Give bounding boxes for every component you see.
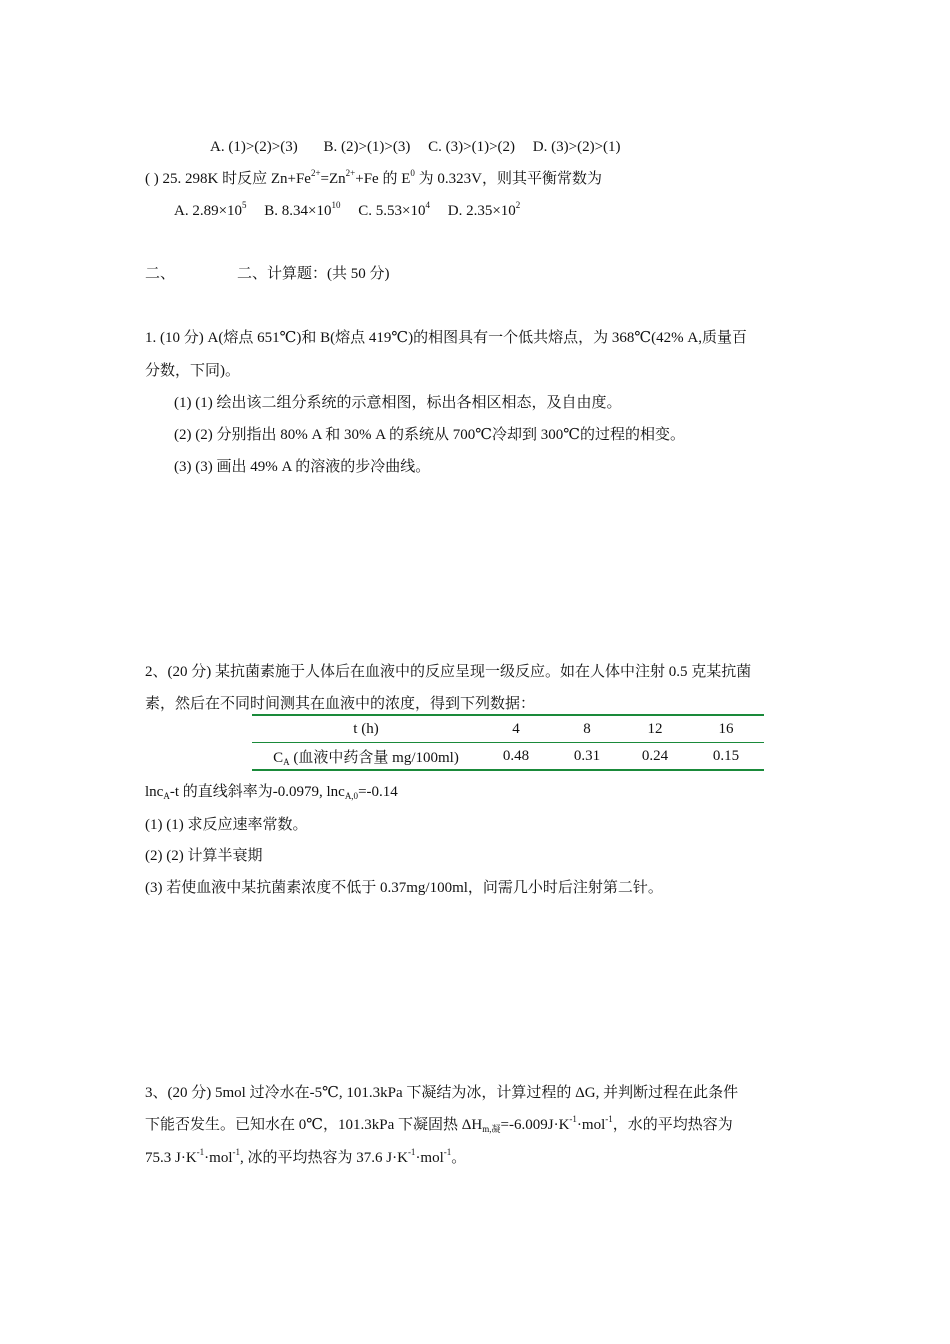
problem-1-line-2: 分数，下同)。 — [145, 363, 240, 379]
problem-2-q1: (1) (1) 求反应速率常数。 — [145, 817, 308, 833]
table-cell: 0.24 — [622, 743, 688, 771]
section-number: 二、 — [145, 266, 176, 282]
problem-2-line-1: 2、(20 分) 某抗菌素施于人体后在血液中的反应呈现一级反应。如在人体中注射 0.5 克某抗菌 — [145, 664, 752, 680]
q24-options — [210, 137, 621, 157]
table-row-label: $C_A$ (血液中药含量 mg/100ml) — [252, 743, 480, 771]
concentration-table — [252, 714, 764, 771]
problem-3-line-2: 下能否发生。已知水在 0℃，101.3kPa 下凝固热 $\Delta H_{m,凝}=-6.009J\cdot K^{-1}\cdot mol^{-1}$，水的平均热容为 — [145, 1114, 733, 1134]
problem-2-q2: (2) (2) 计算半衰期 — [145, 848, 263, 864]
table-cell: 0.15 — [688, 743, 764, 771]
q24-option-b: B. (2)>(1)>(3) — [323, 139, 411, 155]
problem-1-item-1: (1) (1) 绘出该二组分系统的示意相图，标出各相区相态，及自由度。 — [174, 395, 622, 411]
problem-3-line-1: 3、(20 分) 5mol 过冷水在-5℃, 101.3kPa 下凝结为冰，计算过程的 ΔG, 并判断过程在此条件 — [145, 1085, 739, 1101]
problem-2-slope-note: lnc$_A$-t 的直线斜率为-0.0979, lnc$_{A,0}$=-0.14 — [145, 784, 398, 801]
q25-option-a: A. $2.89\times 10^5$ — [174, 200, 247, 219]
q25-question: ( ) 25. 298K 时反应 $Zn+Fe^{2+}=Zn^{2+}+Fe$ 的 $E^0$ 为 0.323V，则其平衡常数为 — [145, 168, 602, 187]
problem-1-line-1: 1. (10 分) A(熔点 651℃)和 B(熔点 419℃)的相图具有一个低共熔点，为 368℃(42% A,质量百 — [145, 330, 747, 346]
section-heading — [145, 264, 390, 284]
q25-option-b: B. $8.34\times 10^{10}$ — [264, 200, 341, 219]
section-title: 二、计算题：(共 50 分) — [237, 266, 390, 282]
q24-option-a: A. (1)>(2)>(3) — [210, 139, 298, 155]
table-cell: 0.48 — [480, 743, 552, 771]
table-cell: 4 — [480, 715, 552, 743]
problem-2-line-2: 素，然后在不同时间测其在血液中的浓度，得到下列数据： — [145, 696, 536, 712]
table-cell: 8 — [552, 715, 622, 743]
table-data-row — [252, 743, 764, 771]
table-cell: 0.31 — [552, 743, 622, 771]
table-header-row — [252, 715, 764, 743]
q25-option-d: D. $2.35\times 10^2$ — [447, 200, 521, 219]
problem-3-line-3: 75.3 $J\cdot K^{-1}\cdot mol^{-1}$, 冰的平均热容为 37.6 $J\cdot K^{-1}\cdot mol^{-1}$。 — [145, 1147, 467, 1166]
table-header-label: t (h) — [252, 715, 480, 743]
problem-1-item-2: (2) (2) 分别指出 80% A 和 30% A 的系统从 700℃冷却到 300℃的过程的相变。 — [174, 427, 686, 443]
q25-option-c: C. $5.53\times 10^4$ — [358, 200, 430, 219]
problem-1-item-3: (3) (3) 画出 49% A 的溶液的步冷曲线。 — [174, 459, 431, 475]
q24-option-c: C. (3)>(1)>(2) — [428, 139, 516, 155]
q24-option-d: D. (3)>(2)>(1) — [532, 139, 621, 155]
problem-2-q3: (3) 若使血液中某抗菌素浓度不低于 0.37mg/100ml，问需几小时后注射第二针。 — [145, 880, 663, 896]
table-cell: 12 — [622, 715, 688, 743]
table-cell: 16 — [688, 715, 764, 743]
q25-options — [174, 201, 520, 221]
